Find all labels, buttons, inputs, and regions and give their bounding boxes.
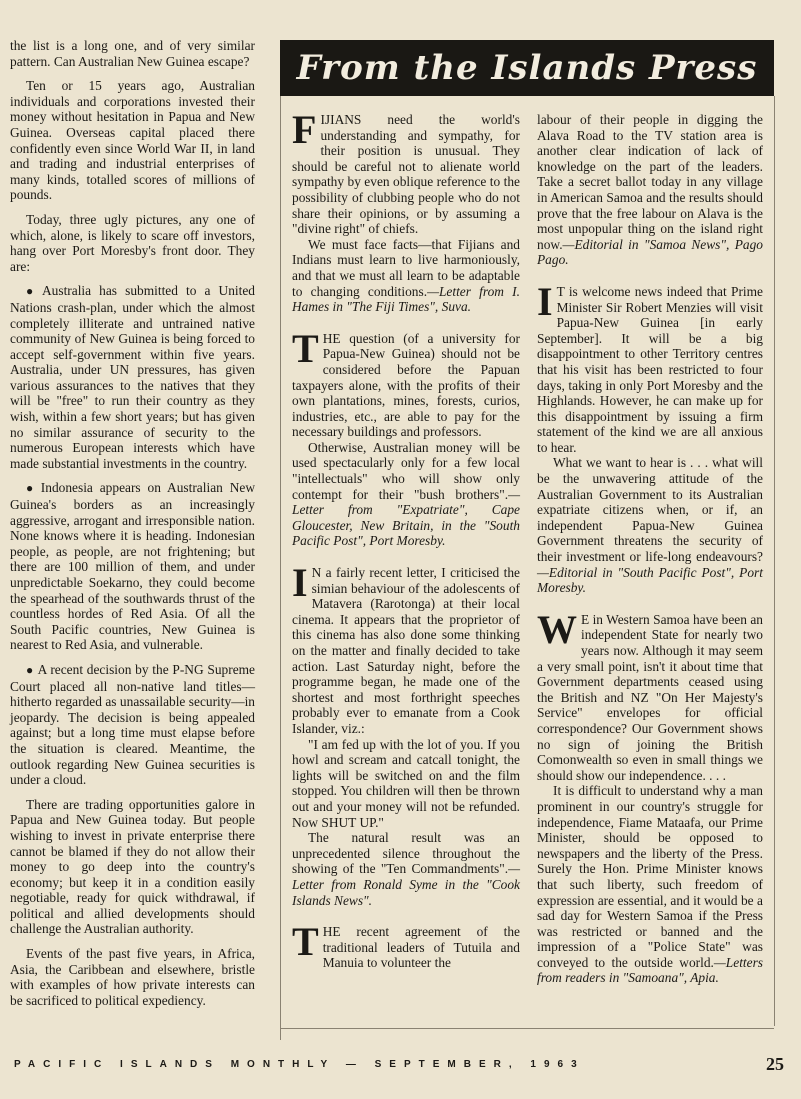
- excerpt-paragraph: [292, 919, 520, 971]
- excerpt-source: —Letter from I. Hames in "The Fiji Times", Suva.: [292, 283, 520, 315]
- excerpt-text: The natural result was an unprecedented silence throughout the showing of the "Ten Commandments".: [292, 830, 520, 877]
- excerpt-paragraph: [537, 606, 763, 784]
- bullet-paragraph: [10, 662, 255, 788]
- excerpt-text: labour of their people in digging the Alava Road to the TV station area is another clear indication of lack of knowledge on the part of the leaders. Take a secret ballot today in any village in American Samoa and the results should prove that the free labour on Alava is the most unpopular thing on the island right now.: [537, 112, 763, 252]
- body-paragraph: [10, 212, 255, 274]
- bullet-paragraph: [10, 283, 255, 471]
- excerpt-paragraph: [292, 107, 520, 237]
- excerpt-text: T is welcome news indeed that Prime Minister Sir Robert Menzies will visit Papua-New Guinea [in early September]. It will be a big disappointment to other Territory centres that his visit has been restricted to four days, taking in only Port Moresby and the Highlands. However, he can make up for this disappointment by issuing a firm statement of the kind we are all anxious to hear.: [537, 283, 763, 455]
- bullet-icon: ●: [26, 284, 38, 299]
- excerpt-paragraph: [292, 237, 520, 315]
- bottom-rule: [280, 1028, 774, 1029]
- drop-cap: F: [292, 107, 317, 152]
- excerpt-source: —Editorial in "South Pacific Post", Port Moresby.: [537, 564, 763, 596]
- press-excerpt: [292, 560, 520, 908]
- excerpt-text: We must face facts—that Fijians and Indians must learn to live harmoniously, and that we must all learn to be adaptable to changing conditions.: [292, 236, 520, 299]
- paragraph-text: Ten or 15 years ago, Australian individuals and corporations invested their money without hesitation in Papua and New Guinea. Overseas capital placed there confidently even since World War II, in land and trading and industrial enterprises of many kinds, totalled scores of millions of pounds.: [10, 78, 255, 203]
- column-rule-left: [280, 40, 281, 1040]
- drop-cap: I: [537, 278, 553, 324]
- excerpt-paragraph: [537, 112, 763, 268]
- drop-cap: T: [292, 919, 319, 965]
- body-paragraph: [10, 946, 255, 1008]
- page-number: 25: [766, 1053, 784, 1074]
- excerpt-text: E in Western Samoa have been an independent State for nearly two years now. Although it may seem a very small point, isn't it about time that Government departments ceased using the British and NZ "On Her Majesty's Service" envelopes for official correspondence? Our Government shows no sign of joining the British Comonwealth so even in small things we should show our independence. . . .: [537, 611, 763, 783]
- excerpt-paragraph: [537, 783, 763, 986]
- excerpt-paragraph: [292, 830, 520, 908]
- press-excerpt: [292, 919, 520, 971]
- press-excerpt: [292, 107, 520, 315]
- body-paragraph: [10, 38, 255, 69]
- body-paragraph: [10, 78, 255, 203]
- bullet-icon: ●: [26, 481, 37, 496]
- excerpt-paragraph: [292, 440, 520, 549]
- paragraph-text: There are trading opportunities galore in Papua and New Guinea today. But people wishing to invest in private enterprise there cannot be blamed if they do not allow their money to go deep into the country's economy; but keep it in a condition easily negotiable, ready for quick withdrawal, if political and allied developments should challenge the Australian authority.: [10, 796, 255, 937]
- excerpt-text: HE recent agreement of the traditional leaders of Tutuila and Manuia to volunteer the: [322, 924, 520, 971]
- section-banner: [280, 40, 774, 96]
- press-excerpt: [537, 112, 763, 268]
- paragraph-text: Today, three ugly pictures, any one of which, alone, is likely to scare off investors, hang over Port Moresby's front door. They are:: [10, 211, 255, 274]
- drop-cap: T: [292, 325, 319, 371]
- excerpt-text: Otherwise, Australian money will be used spectacularly only for a few local "intellectuals" who will show only contempt for their "bush brothers".: [292, 439, 520, 502]
- press-excerpt: [537, 278, 763, 596]
- excerpt-source: —Letter from Ronald Syme in the "Cook Islands News".: [292, 861, 520, 908]
- excerpt-text: N a fairly recent letter, I criticised the simian behaviour of the adolescents of Matavera (Rarotonga) at their local cinema. It appears that the proprietor of this cinema has also done some thinking on the matter and finally decided to take action. Last Saturday night, before the programme began, he made one of the shortest and most forthright speeches probably ever to emanate from a Cook Islander, viz.:: [292, 565, 520, 736]
- excerpt-paragraph: [292, 560, 520, 737]
- excerpt-paragraph: [537, 455, 763, 595]
- excerpt-text: "I am fed up with the lot of you. If you howl and scream and catcall tonight, the lights will be switched on and the film stopped. You children will then be thrown out and your money will not be refunded. Now SHUT UP.": [292, 736, 520, 830]
- middle-column: [292, 107, 520, 987]
- excerpt-source: —Letter from "Expatriate", Cape Gloucester, New Britain, in the "South Pacific Post", Port Moresby.: [292, 486, 520, 549]
- excerpt-paragraph: [537, 278, 763, 456]
- right-column: [537, 112, 763, 1002]
- left-column: [10, 38, 255, 1017]
- footer-publication: PACIFIC ISLANDS MONTHLY — SEPTEMBER, 1963: [14, 1058, 585, 1070]
- drop-cap: W: [537, 606, 577, 652]
- excerpt-paragraph: [292, 737, 520, 831]
- press-excerpt: [537, 606, 763, 986]
- bullet-paragraph: [10, 480, 255, 653]
- excerpt-text: What we want to hear is . . . what will be the unwavering attitude of the Australian Government to its Australian expatriate citizens when, or if, an independent Papua-New Guinea Government threatens the security of their investment or life-long endeavours?: [537, 455, 763, 565]
- press-excerpt: [292, 325, 520, 549]
- paragraph-text: the list is a long one, and of very similar pattern. Can Australian New Guinea escape?: [10, 38, 255, 69]
- column-rule-right: [774, 96, 775, 1026]
- paragraph-text: A recent decision by the P-NG Supreme Court placed all non-native land titles—hitherto regarded as unassailable security—in jeopardy. The decision is being appealed against; but a long time must elapse before the situation is cleared. Meantime, the outlook regarding New Guinea securities is under a cloud.: [10, 661, 255, 788]
- banner-title: From the Islands Press: [296, 48, 758, 88]
- excerpt-text: It is difficult to understand why a man prominent in our country's struggle for independence, Fiame Mataafa, our Prime Minister, should be opposed to newspapers and the liberty of the Press. Surely the Hon. Prime Minister knows that such liberty, such freedom of expression are essential, and it would be a sad day for Western Samoa if the Press was restricted or banned and the impression of a "Police State" was conveyed to the outside world.: [537, 783, 763, 970]
- excerpt-source: —Letters from readers in "Samoana", Apia.: [537, 954, 763, 986]
- paragraph-text: Indonesia appears on Australian New Guinea's borders as an increasingly aggressive, arrogant and irresponsible nation. None knows where it is heading. Indonesian people, as people, are not frightening; but there are 100 million of them, and under unpredictable Soekarno, they could become the spearhead of the southwards thrust of the countless hordes of Red Asia. Of all the South Pacific countries, New Guinea is nearest to Red Asia, and vulnerable.: [10, 480, 256, 653]
- body-paragraph: [10, 797, 255, 937]
- paragraph-text: Australia has submitted to a United Nations crash-plan, under which the almost completely illiterate and untrained native community of New Guinea is being forced to accept self-government within five years. Australia, under UN pressures, has given various assurances to the natives that they will be "free" to run their country as they wish, within a few short years; but has given no similar assurance of security to the numerous European interests which have made substantial investments in the country.: [10, 283, 256, 471]
- excerpt-text: HE question (of a university for Papua-New Guinea) should not be considered before the Papuan taxpayers alone, with the profits of their own plantations, mines, forests, curios, industries, etc., are able to pay for the necessary buildings and professors.: [292, 330, 520, 440]
- excerpt-text: IJIANS need the world's understanding and sympathy, for their position is unusual. They should be careful not to alienate world sympathy by even oblique reference to the possibility of clubbing people who do not share their opinions, or by assuming a "divine right" of chiefs.: [292, 112, 520, 237]
- excerpt-source: —Editorial in "Samoa News", Pago Pago.: [537, 236, 763, 268]
- paragraph-text: Events of the past five years, in Africa, Asia, the Caribbean and elsewhere, bristle with examples of how private interests can be sacrificed to political expediency.: [10, 946, 255, 1008]
- drop-cap: I: [292, 560, 308, 606]
- excerpt-paragraph: [292, 325, 520, 440]
- bullet-icon: ●: [26, 662, 34, 677]
- page-footer: [14, 1052, 784, 1076]
